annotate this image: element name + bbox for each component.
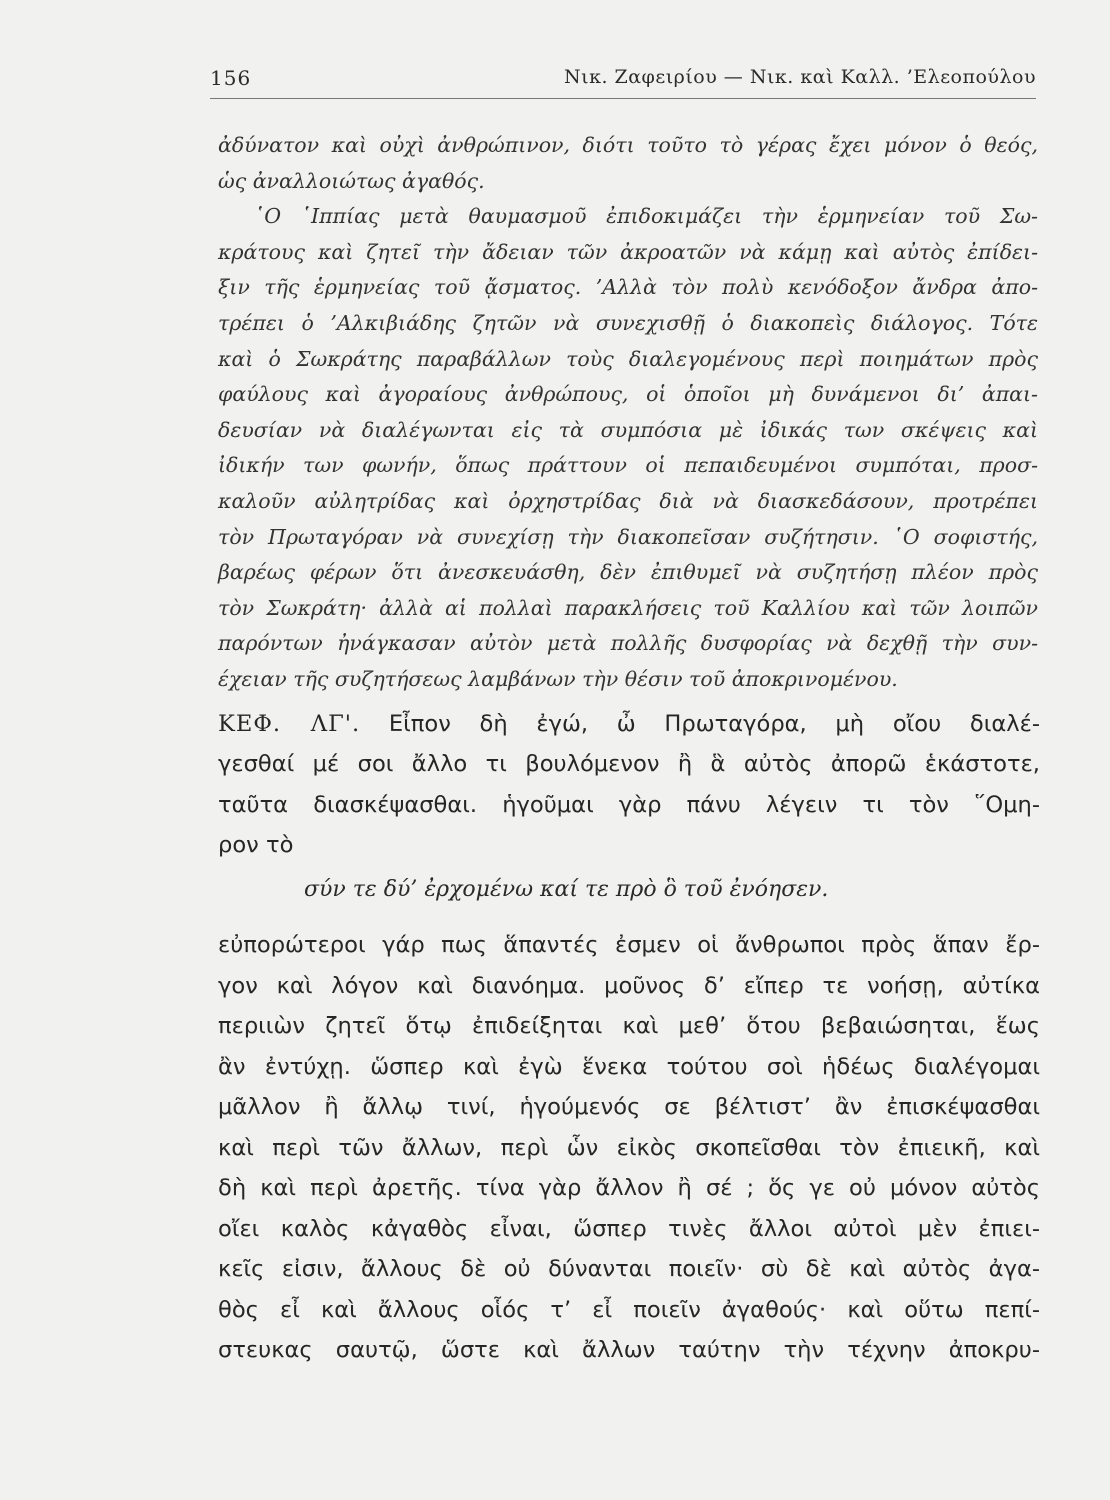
text-line: στευκας σαυτῷ, ὥστε καὶ ἄλλων ταύτην τὴν τέχνην ἀποκρυ- — [218, 1337, 1040, 1363]
text-line: περιιὼν ζητεῖ ὅτῳ ἐπιδείξηται καὶ μεθ’ ὅτου βεβαιώσηται, ἕως — [218, 1013, 1040, 1039]
text-line: ἂν ἐντύχῃ. ὥσπερ καὶ ἐγὼ ἕνεκα τούτου σοὶ ἡδέως διαλέγομαι — [218, 1053, 1040, 1080]
chapter-label: ΚΕΦ. ΛΓ'. — [218, 711, 361, 737]
running-title: Νικ. Ζαφειρίου — Νικ. καὶ Καλλ. ’Ελεοπούλου — [564, 66, 1036, 88]
commentary-line: τρέπει ὁ ’Αλκιβιάδης ζητῶν νὰ συνεχισθῇ ὁ διακοπεὶς διάλογος. Τότε — [218, 310, 1038, 335]
text-line: καὶ περὶ τῶν ἄλλων, περὶ ὧν εἰκὸς σκοπεῖσθαι τὸν ἐπιεικῆ, καὶ — [218, 1134, 1040, 1161]
text-line: δὴ καὶ περὶ ἀρετῆς. τίνα γὰρ ἄλλον ἢ σέ ; ὅς γε οὐ μόνον αὐτὸς — [218, 1175, 1040, 1201]
text-line: ρον τὸ — [218, 832, 294, 859]
commentary-line: ὡς ἀναλλοιώτως ἀγαθός. — [218, 168, 485, 193]
text-line-rest: Εἶπον δὴ ἐγώ, ὦ Πρωταγόρα, μὴ οἴου διαλέ- — [388, 711, 1040, 737]
homer-quote: σύν τε δύ’ ἐρχομένω καί τε πρὸ ὃ τοῦ ἐνόησεν. — [304, 877, 829, 902]
commentary-line: ῾Ο ῾Ιππίας μετὰ θαυμασμοῦ ἐπιδοκιμάζει τὴν ἑρμηνείαν τοῦ Σω- — [254, 204, 1038, 229]
text-line: γεσθαί μέ σοι ἄλλο τι βουλόμενον ἢ ἃ αὐτὸς ἀπορῶ ἑκάστοτε, — [218, 751, 1040, 778]
text-line — [218, 704, 1040, 744]
commentary-line: κράτους καὶ ζητεῖ τὴν ἄδειαν τῶν ἀκροατῶν νὰ κάμῃ καὶ αὐτὸς ἐπίδει- — [218, 239, 1038, 264]
commentary-line: δευσίαν νὰ διαλέγωνται εἰς τὰ συμπόσια μὲ ἰδικάς των σκέψεις καὶ — [218, 417, 1038, 442]
page-number: 156 — [210, 66, 252, 90]
page-header — [210, 62, 1036, 99]
text-line: γον καὶ λόγον καὶ διανόημα. μοῦνος δ’ εἴπερ τε νοήσῃ, αὐτίκα — [218, 972, 1040, 999]
commentary-line: παρόντων ἠνάγκασαν αὐτὸν μετὰ πολλῆς δυσφορίας νὰ δεχθῇ τὴν συν- — [218, 631, 1038, 656]
commentary-line: φαύλους καὶ ἀγοραίους ἀνθρώπους, οἱ ὁποῖοι μὴ δυνάμενοι δι’ ἀπαι- — [218, 382, 1038, 407]
text-line: κεῖς εἰσιν, ἄλλους δὲ οὐ δύνανται ποιεῖν· σὺ δὲ καὶ αὐτὸς ἀγα- — [218, 1256, 1040, 1282]
commentary-line: ἰδικήν των φωνήν, ὅπως πράττουν οἱ πεπαιδευμένοι συμπόται, προσ- — [218, 453, 1038, 478]
text-line: εὐπορώτεροι γάρ πως ἅπαντές ἐσμεν οἱ ἄνθρωποι πρὸς ἅπαν ἔρ- — [218, 932, 1040, 958]
commentary-line: τὸν Πρωταγόραν νὰ συνεχίσῃ τὴν διακοπεῖσαν συζήτησιν. ῾Ο σοφιστής, — [218, 524, 1038, 549]
text-line: ταῦτα διασκέψασθαι. ἡγοῦμαι γὰρ πάνυ λέγειν τι τὸν ῞Ομη- — [218, 791, 1040, 818]
commentary-line: ξιν τῆς ἑρμηνείας τοῦ ᾄσματος. ’Αλλὰ τὸν πολὺ κενόδοξον ἄνδρα ἀπο- — [218, 275, 1038, 300]
commentary-line: τὸν Σωκράτη· ἀλλὰ αἱ πολλαὶ παρακλήσεις τοῦ Καλλίου καὶ τῶν λοιπῶν — [218, 595, 1038, 620]
commentary-line: καλοῦν αὐλητρίδας καὶ ὀρχηστρίδας διὰ νὰ διασκεδάσουν, προτρέπει — [218, 488, 1038, 513]
commentary-line: καὶ ὁ Σωκράτης παραβάλλων τοὺς διαλεγομένους περὶ ποιημάτων πρὸς — [218, 346, 1038, 371]
text-line: θὸς εἶ καὶ ἄλλους οἷός τ’ εἶ ποιεῖν ἀγαθούς· καὶ οὕτω πεπί- — [218, 1296, 1040, 1323]
greek-text-continued — [218, 925, 1040, 1371]
commentary-line: έχειαν τῆς συζητήσεως λαμβάνων τὴν θέσιν τοῦ ἀποκρινομένου. — [218, 666, 898, 691]
commentary-block — [218, 128, 1038, 698]
commentary-line: ἀδύνατον καὶ οὐχὶ ἀνθρώπινον, διότι τοῦτο τὸ γέρας ἔχει μόνον ὁ θεός, — [218, 133, 1038, 157]
text-line: οἴει καλὸς κἀγαθὸς εἶναι, ὥσπερ τινὲς ἄλλοι αὐτοὶ μὲν ἐπιει- — [218, 1215, 1040, 1242]
commentary-line: βαρέως φέρων ὅτι ἀνεσκευάσθη, δὲν ἐπιθυμεῖ νὰ συζητήσῃ πλέον πρὸς — [218, 560, 1038, 585]
greek-text-block — [218, 704, 1040, 866]
text-line: μᾶλλον ἢ ἄλλῳ τινί, ἡγούμενός σε βέλτιστ’ ἂν ἐπισκέψασθαι — [218, 1094, 1040, 1120]
